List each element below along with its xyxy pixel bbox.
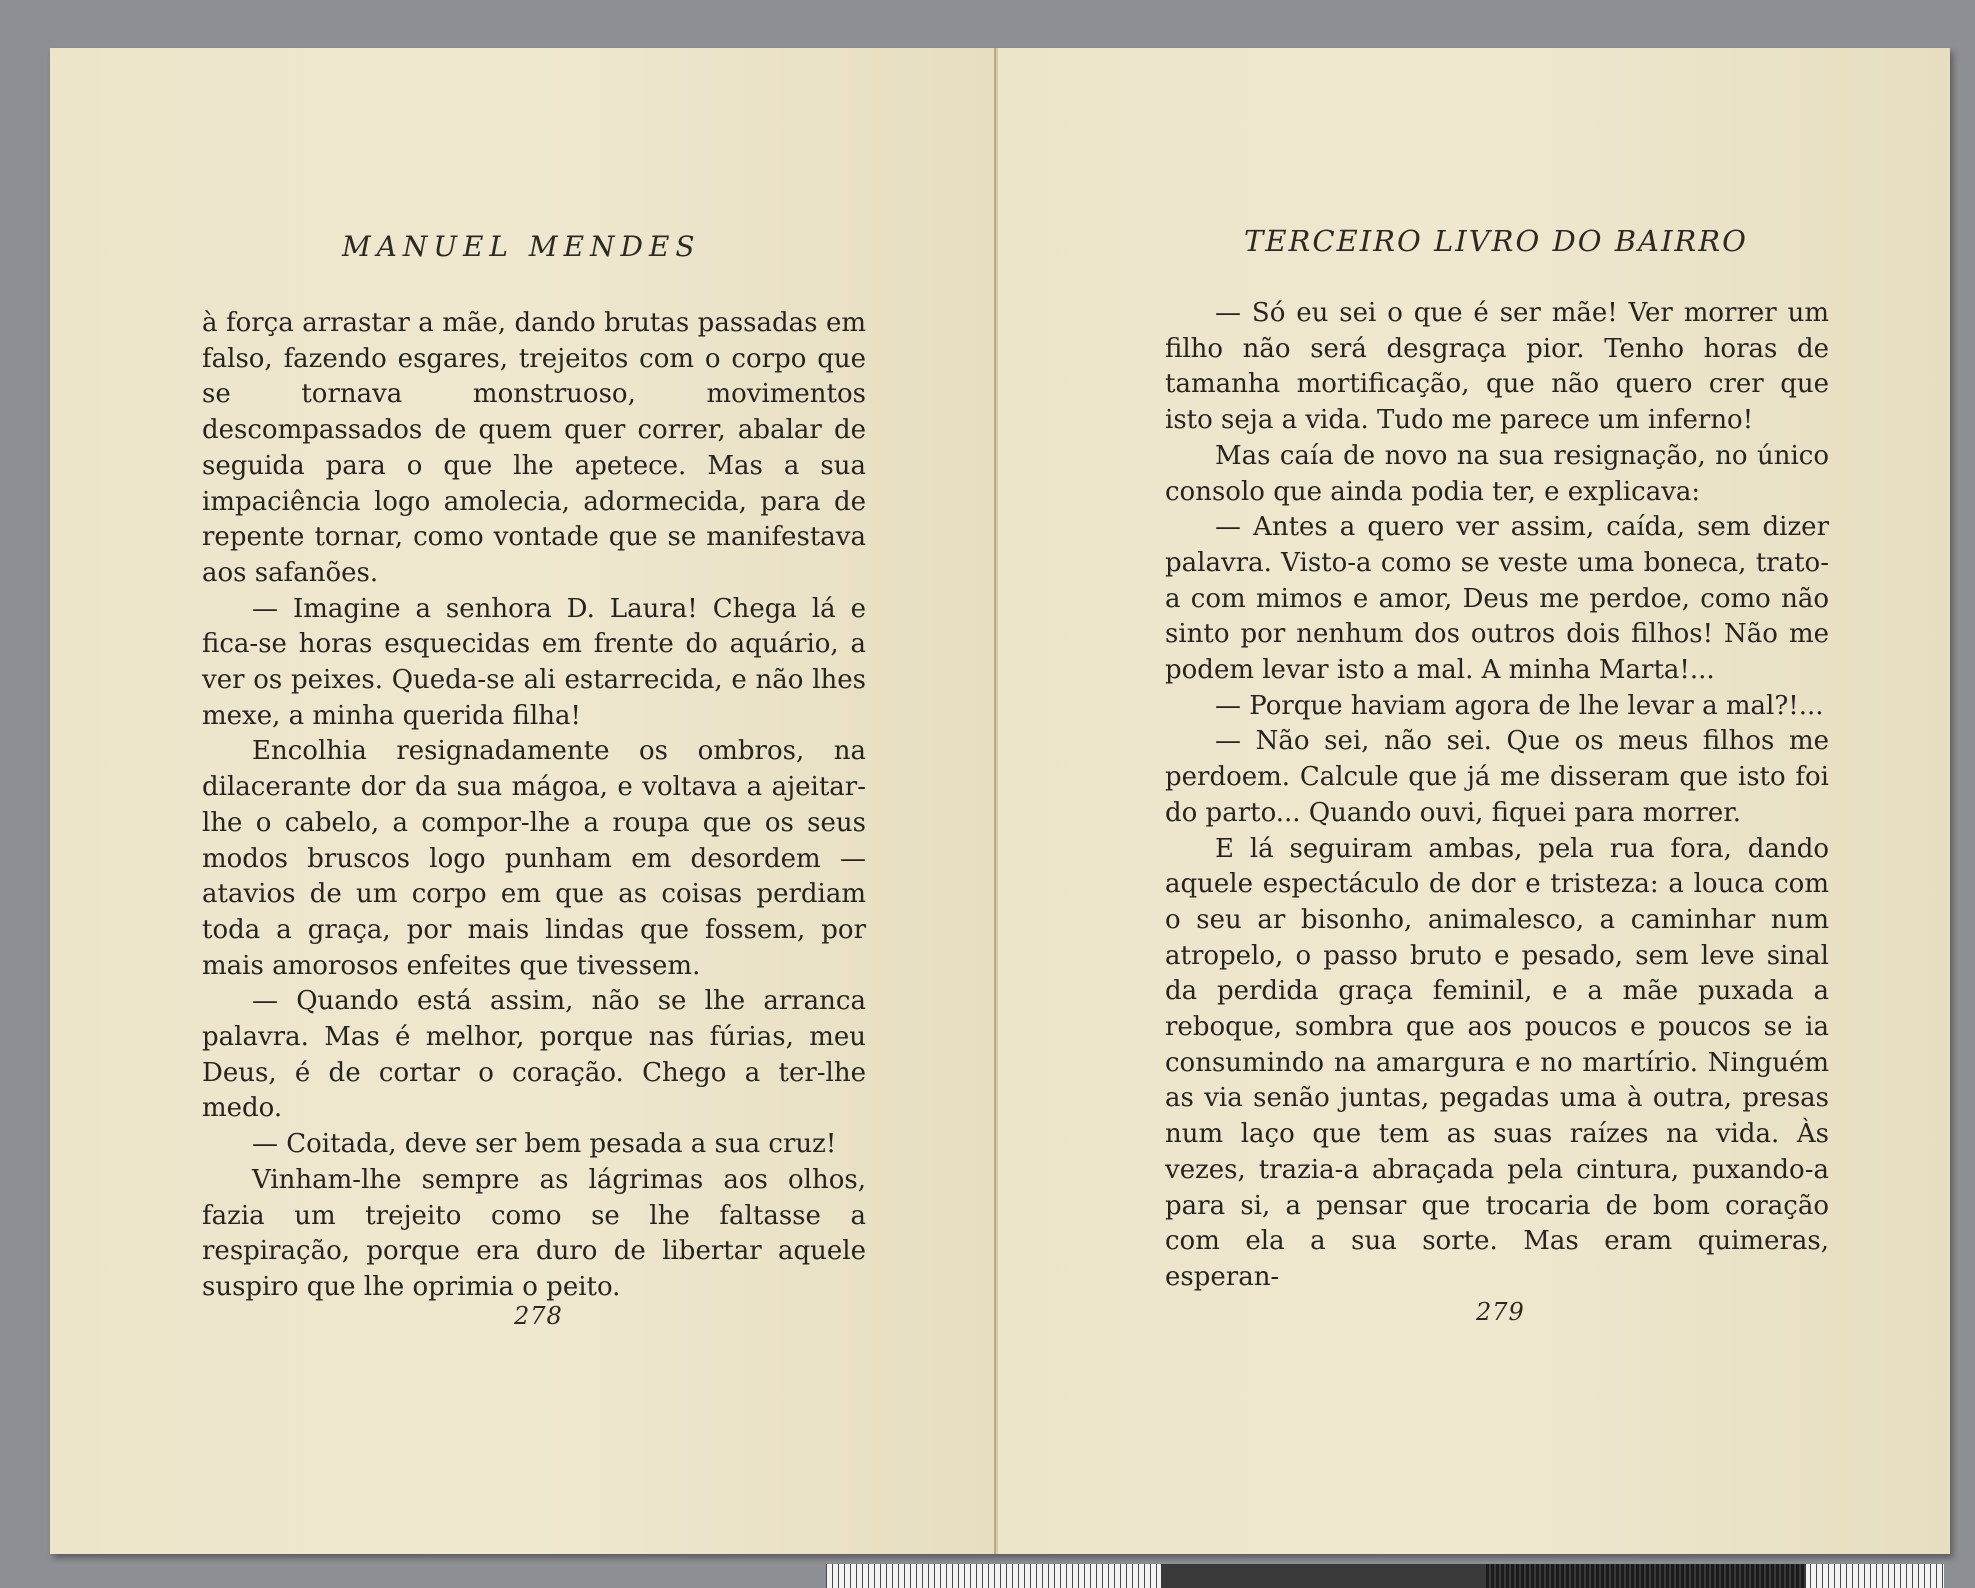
paragraph: Encolhia resignadamente os ombros, na dilacerante dor da sua mágoa, e voltava a ajeitar-lhe o cabelo, a compor-lhe a roupa que os seus modos bruscos logo punham em desordem — atavios de um corpo em que as coisas perdiam toda a graça, por mais lindas que fossem, por mais amorosos enfeites que tivessem. — [202, 736, 866, 981]
paragraph: E lá seguiram ambas, pela rua fora, dando aquele espectáculo de dor e tristeza: a louca com o seu ar bisonho, animalesco, a caminhar num atropelo, o passo bruto e pesado, sem leve sinal da perdida graça feminil, e a mãe puxada a reboque, sombra que aos poucos e poucos se ia consumindo na amargura e no martírio. Ninguém as via senão juntas, pegadas uma à outra, presas num laço que tem as suas raízes na vida. Às vezes, trazia-a abraçada pela cintura, puxando-a para si, a pensar que trocaria de bom coração com ela a sua sorte. Mas eram quimeras, esperan- — [1165, 833, 1829, 1292]
ruler-dark-segment — [1486, 1564, 1806, 1588]
paragraph: à força arrastar a mãe, dando brutas passadas em falso, fazendo esgares, trejeitos com o corpo que se tornava monstruoso, movimentos descompassados de quem quer correr, abalar de seguida para o que lhe apetece. Mas a sua impaciência logo amolecia, adormecida, para de repente tornar, como vontade que se manifestava aos safanões. — [202, 308, 866, 588]
left-page-text — [202, 306, 866, 1306]
paragraph: Mas caía de novo na sua resignação, no único consolo que ainda podia ter, e explicava: — [1165, 440, 1829, 507]
right-page-number: 279 — [1476, 1298, 1525, 1326]
paragraph: — Só eu sei o que é ser mãe! Ver morrer um filho não será desgraça pior. Tenho horas de tamanha mortificação, que não quero crer que isto seja a vida. Tudo me parece um inferno! — [1165, 298, 1829, 436]
paragraph: — Imagine a senhora D. Laura! Chega lá e fica-se horas esquecidas em frente do aquário, a ver os peixes. Queda-se ali estarrecida, e não lhes mexe, a minha querida filha! — [202, 593, 866, 731]
ruler-dark-segment — [1161, 1564, 1486, 1588]
book-spread — [50, 48, 1950, 1554]
left-page-number: 278 — [514, 1302, 563, 1330]
left-running-head: MANUEL MENDES — [342, 230, 701, 263]
left-page — [50, 48, 996, 1554]
paragraph: — Antes a quero ver assim, caída, sem dizer palavra. Visto-a como se veste uma boneca, trato-a com mimos e amor, Deus me perdoe, como não sinto por nenhum dos outros dois filhos! Não me podem levar isto a mal. A minha Marta!... — [1165, 512, 1829, 686]
right-page-text — [1165, 296, 1829, 1296]
right-running-head: TERCEIRO LIVRO DO BAIRRO — [1244, 224, 1748, 258]
paragraph: — Quando está assim, não se lhe arranca palavra. Mas é melhor, porque nas fúrias, meu Deus, é de cortar o coração. Chego a ter-lhe medo. — [202, 986, 866, 1124]
paragraph: — Não sei, não sei. Que os meus filhos me perdoem. Calcule que já me disseram que isto foi do parto... Quando ouvi, fiquei para morrer. — [1165, 726, 1829, 828]
right-page — [996, 48, 1950, 1554]
scan-ruler — [826, 1564, 1944, 1588]
paragraph: — Porque haviam agora de lhe levar a mal?!... — [1215, 690, 1824, 721]
paragraph: Vinham-lhe sempre as lágrimas aos olhos, fazia um trejeito como se lhe faltasse a respiração, porque era duro de libertar aquele suspiro que lhe oprimia o peito. — [202, 1164, 866, 1302]
paragraph: — Coitada, deve ser bem pesada a sua cruz! — [252, 1129, 837, 1160]
